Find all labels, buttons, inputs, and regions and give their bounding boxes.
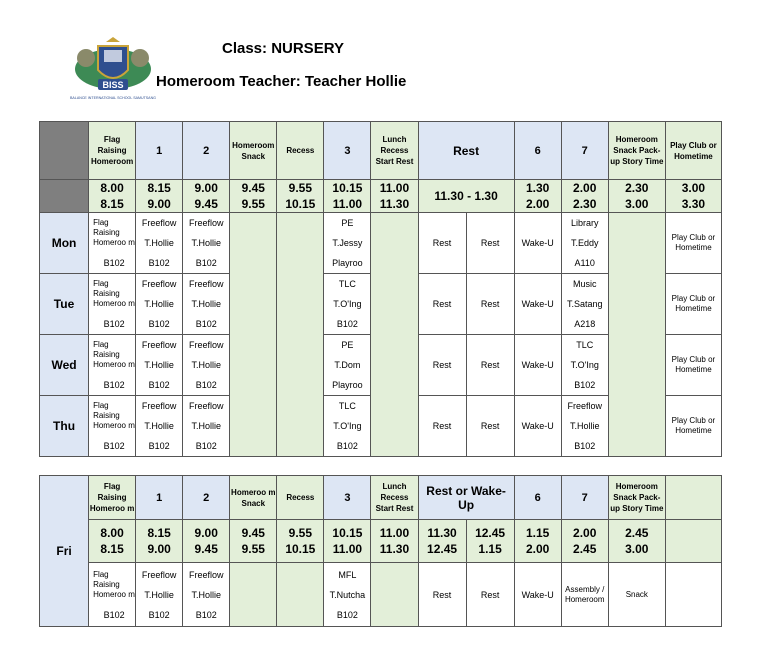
col-snack: Homeroo m Snack	[230, 476, 277, 520]
rest-cell: Rest	[466, 396, 514, 457]
col-1: 1	[136, 122, 183, 180]
period-3-cell: TLC T.O'Ing B102	[324, 396, 371, 457]
time-flag: 8.00 8.15	[89, 520, 136, 563]
class-title: Class: NURSERY	[222, 40, 344, 57]
time-p7: 2.00 2.30	[561, 180, 608, 213]
time-p1: 8.15 9.00	[136, 180, 183, 213]
rest-cell: Rest	[418, 335, 466, 396]
col-recess: Recess	[277, 476, 324, 520]
time-p3: 10.15 11.00	[324, 180, 371, 213]
period-2-cell: Freeflow T.Hollie B102	[183, 213, 230, 274]
play-cell: Play Club or Hometime	[665, 335, 721, 396]
col-1: 1	[136, 476, 183, 520]
logo-subtitle: BALANCE INTERNATIONAL SCHOOL SAMUTSANG	[70, 96, 156, 100]
col-2: 2	[183, 122, 230, 180]
col-snack: Homeroom Snack	[230, 122, 277, 180]
period-7-cell: TLC T.O'Ing B102	[561, 335, 608, 396]
time-lunch: 11.00 11.30	[371, 520, 418, 563]
time-empty	[665, 520, 721, 563]
time-rest-b: 12.45 1.15	[466, 520, 514, 563]
col-empty	[665, 476, 721, 520]
rest-cell: Rest	[466, 274, 514, 335]
period-6-cell: Wake-U	[514, 563, 561, 627]
day-label: Tue	[40, 274, 89, 335]
period-6-cell: Wake-U	[514, 335, 561, 396]
recess-column	[277, 213, 324, 457]
time-p6: 1.30 2.00	[514, 180, 561, 213]
period-7-cell: Music T.Satang A218	[561, 274, 608, 335]
rest-cell: Rest	[418, 274, 466, 335]
period-3-cell: MFL T.Nutcha B102	[324, 563, 371, 627]
col-flag: Flag Raising Homeroom	[89, 122, 136, 180]
play-cell: Play Club or Hometime	[665, 213, 721, 274]
rest-cell: Rest	[418, 563, 466, 627]
period-6-cell: Wake-U	[514, 213, 561, 274]
col-rest: Rest	[418, 122, 514, 180]
period-6-cell: Wake-U	[514, 396, 561, 457]
col-7: 7	[561, 476, 608, 520]
time-snack: 9.45 9.55	[230, 180, 277, 213]
flag-cell: Flag Raising Homeroo m B102	[89, 335, 136, 396]
col-2: 2	[183, 476, 230, 520]
time-p1: 8.15 9.00	[136, 520, 183, 563]
time-corner	[40, 180, 89, 213]
rest-cell: Rest	[418, 213, 466, 274]
time-p6: 1.15 2.00	[514, 520, 561, 563]
col-lunch: Lunch Recess Start Rest	[371, 476, 418, 520]
period-3-cell: PE T.Dom Playroo	[324, 335, 371, 396]
day-label: Wed	[40, 335, 89, 396]
rest-cell: Rest	[418, 396, 466, 457]
friday-timetable	[39, 475, 722, 627]
snack-column	[230, 213, 277, 457]
period-6-cell: Wake-U	[514, 274, 561, 335]
col-lunch: Lunch Recess Start Rest	[371, 122, 418, 180]
period-3-cell: PE T.Jessy Playroo	[324, 213, 371, 274]
rest-cell: Rest	[466, 563, 514, 627]
period-1-cell: Freeflow T.Hollie B102	[136, 396, 183, 457]
col-story: Homeroom Snack Pack-up Story Time	[608, 476, 665, 520]
day-label: Mon	[40, 213, 89, 274]
col-3: 3	[324, 122, 371, 180]
period-7-cell: Freeflow T.Hollie B102	[561, 396, 608, 457]
period-7-cell: Assembly / Homeroom	[561, 563, 608, 627]
time-story: 2.30 3.00	[608, 180, 665, 213]
play-cell: Play Club or Hometime	[665, 274, 721, 335]
weekday-timetable	[39, 121, 722, 457]
time-rest-a: 11.30 12.45	[418, 520, 466, 563]
flag-cell: Flag Raising Homeroo m B102	[89, 274, 136, 335]
time-p2: 9.00 9.45	[183, 180, 230, 213]
time-p2: 9.00 9.45	[183, 520, 230, 563]
corner-cell	[40, 122, 89, 180]
empty-cell	[665, 563, 721, 627]
lunch-column	[371, 213, 418, 457]
col-play: Play Club or Hometime	[665, 122, 721, 180]
flag-cell: Flag Raising Homeroo m B102	[89, 213, 136, 274]
story-cell: Snack	[608, 563, 665, 627]
table-row	[40, 563, 722, 627]
logo-text: BISS	[102, 80, 124, 90]
col-3: 3	[324, 476, 371, 520]
period-2-cell: Freeflow T.Hollie B102	[183, 274, 230, 335]
time-lunch: 11.00 11.30	[371, 180, 418, 213]
col-flag: Flag Raising Homeroo m	[89, 476, 136, 520]
time-flag: 8.00 8.15	[89, 180, 136, 213]
teacher-title: Homeroom Teacher: Teacher Hollie	[156, 73, 407, 90]
period-1-cell: Freeflow T.Hollie B102	[136, 335, 183, 396]
time-snack: 9.45 9.55	[230, 520, 277, 563]
time-p7: 2.00 2.45	[561, 520, 608, 563]
col-7: 7	[561, 122, 608, 180]
period-3-cell: TLC T.O'Ing B102	[324, 274, 371, 335]
play-cell: Play Club or Hometime	[665, 396, 721, 457]
snack-cell	[230, 563, 277, 627]
col-rest: Rest or Wake-Up	[418, 476, 514, 520]
time-story: 2.45 3.00	[608, 520, 665, 563]
table-row	[40, 213, 722, 274]
day-label: Fri	[40, 476, 89, 627]
col-story: Homeroom Snack Pack-up Story Time	[608, 122, 665, 180]
time-recess: 9.55 10.15	[277, 180, 324, 213]
period-1-cell: Freeflow T.Hollie B102	[136, 274, 183, 335]
period-2-cell: Freeflow T.Hollie B102	[183, 396, 230, 457]
time-p3: 10.15 11.00	[324, 520, 371, 563]
story-column	[608, 213, 665, 457]
day-label: Thu	[40, 396, 89, 457]
period-1-cell: Freeflow T.Hollie B102	[136, 213, 183, 274]
period-1-cell: Freeflow T.Hollie B102	[136, 563, 183, 627]
flag-cell: Flag Raising Homeroo m B102	[89, 396, 136, 457]
period-2-cell: Freeflow T.Hollie B102	[183, 563, 230, 627]
col-6: 6	[514, 476, 561, 520]
time-play: 3.00 3.30	[665, 180, 721, 213]
rest-cell: Rest	[466, 213, 514, 274]
flag-cell: Flag Raising Homeroo m B102	[89, 563, 136, 627]
school-logo	[68, 36, 158, 106]
period-7-cell: Library T.Eddy A110	[561, 213, 608, 274]
time-rest: 11.30 - 1.30	[418, 180, 514, 213]
rest-cell: Rest	[466, 335, 514, 396]
recess-cell	[277, 563, 324, 627]
lunch-cell	[371, 563, 418, 627]
col-recess: Recess	[277, 122, 324, 180]
time-recess: 9.55 10.15	[277, 520, 324, 563]
col-6: 6	[514, 122, 561, 180]
period-2-cell: Freeflow T.Hollie B102	[183, 335, 230, 396]
